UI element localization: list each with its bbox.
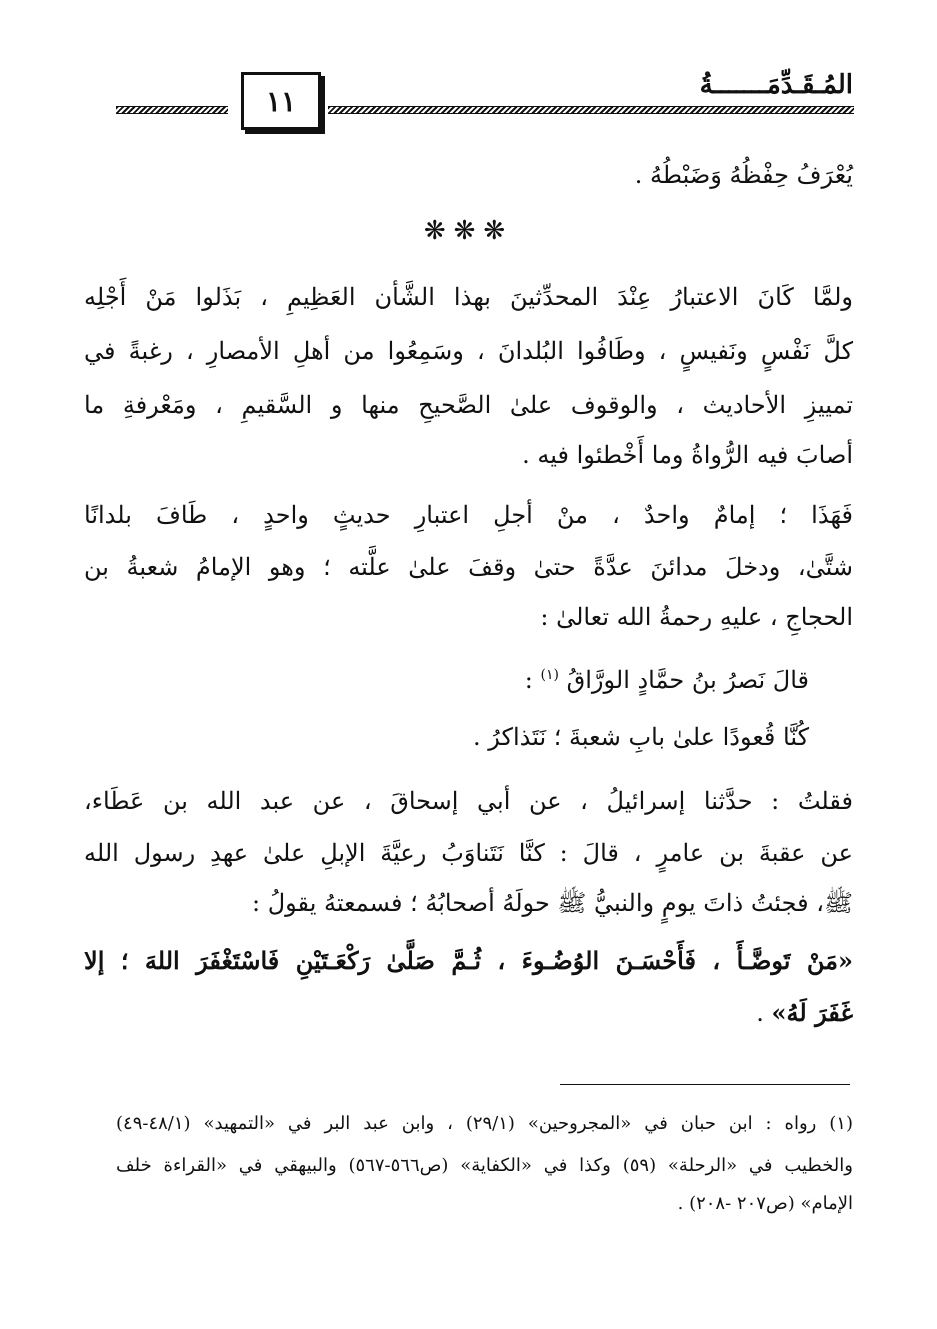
footnote-ref: (١) — [540, 667, 559, 683]
paragraph-1-line-2: كلَّ نَفْسٍ ونَفيسٍ ، وطَافُوا البُلدانَ ، وسَمِعُوا من أهلِ الأمصارِ ، رغبةً في — [84, 337, 854, 365]
page-number: ١١ — [241, 72, 321, 130]
footnote-line-2: والخطيب في «الرحلة» (٥٩) وكذا في «الكفاية» (ص٥٦٦-٥٦٧) والبيهقي في «القراءة خلف — [116, 1155, 853, 1176]
footnote-line-3: الإمام» (ص٢٠٧ -٢٠٨) . — [677, 1193, 853, 1214]
quote-intro-text: قالَ نَصرُ بنُ حمَّادٍ الورَّاقُ — [566, 666, 809, 694]
hadith-text-end: غَفَرَ لَهُ» — [771, 998, 853, 1027]
paragraph-3-line-2: عن عقبةَ بن عامرٍ ، قالَ : كنَّا نَتَناوَبُ رعيَّةَ الإبلِ علىٰ عهدِ رسول الله — [84, 839, 853, 867]
paragraph-3-line-1: فقلتُ : حدَّثنا إسرائيلُ ، عن أبي إسحاقَ ، عن عبد الله بن عَطَاء، — [84, 787, 853, 815]
footnote-divider — [560, 1084, 850, 1085]
paragraph-2-line-3: الحجاجِ ، عليهِ رحمةُ الله تعالىٰ : — [540, 603, 853, 631]
paragraph-2-line-1: فَهَذَا ؛ إمامٌ واحدٌ ، منْ أجلِ اعتبارِ حديثٍ واحدٍ ، طَافَ بلدانًا — [84, 501, 853, 529]
hadith-line-1: «مَنْ تَوضَّـأَ ، فَأَحْسَـنَ الوُضُـوءَ ، ثُـمَّ صَلَّىٰ رَكْعَـتَيْنِ فَاسْتَغْفَرَ اللهَ ؛ إلا — [84, 946, 853, 975]
paragraph-1-line-1: ولمَّا كَانَ الاعتبارُ عِنْدَ المحدِّثينَ بهذا الشَّأن العَظِيمِ ، بَذَلوا مَنْ أَجْلِه — [84, 283, 853, 311]
paragraph-1-line-4: أصابَ فيه الرُّواةُ وما أَخْطئوا فيه . — [522, 441, 853, 469]
footnote-line-1: (١) رواه : ابن حبان في «المجروحين» (٢٩/١) ، وابن عبد البر في «التمهيد» (٤٨/١-٤٩) — [116, 1113, 853, 1134]
section-separator: ❋❋❋ — [423, 216, 514, 246]
paragraph-1-line-3: تمييزِ الأحاديث ، والوقوف علىٰ الصَّحيحِ منها و السَّقيمِ ، ومَعْرفةِ ما — [84, 391, 854, 419]
quote-intro — [84, 660, 809, 695]
quote-intro-colon: : — [524, 666, 533, 694]
running-title: المُـقَـدِّمَـــــــةُ — [699, 70, 853, 100]
paragraph-3-line-3: ﷺ، فجئتُ ذاتَ يومٍ والنبيُّ ﷺ حولَهُ أصحابُهُ ؛ فسمعتهُ يقولُ : — [252, 889, 853, 917]
header-rule-right — [328, 106, 854, 114]
opening-line: يُعْرَفُ حِفْظُهُ وَضَبْطُهُ . — [634, 161, 853, 189]
header-rule-left — [116, 106, 228, 114]
quote-line: كُنَّا قُعودًا علىٰ بابِ شعبةَ ؛ نَتَذاكرُ . — [473, 723, 809, 751]
hadith-period: . — [756, 999, 764, 1027]
paragraph-2-line-2: شتَّىٰ، ودخلَ مدائنَ عدَّةً حتىٰ وقفَ علىٰ علَّته ؛ وهو الإمامُ شعبةُ بن — [84, 553, 853, 581]
hadith-line-2 — [84, 998, 853, 1028]
